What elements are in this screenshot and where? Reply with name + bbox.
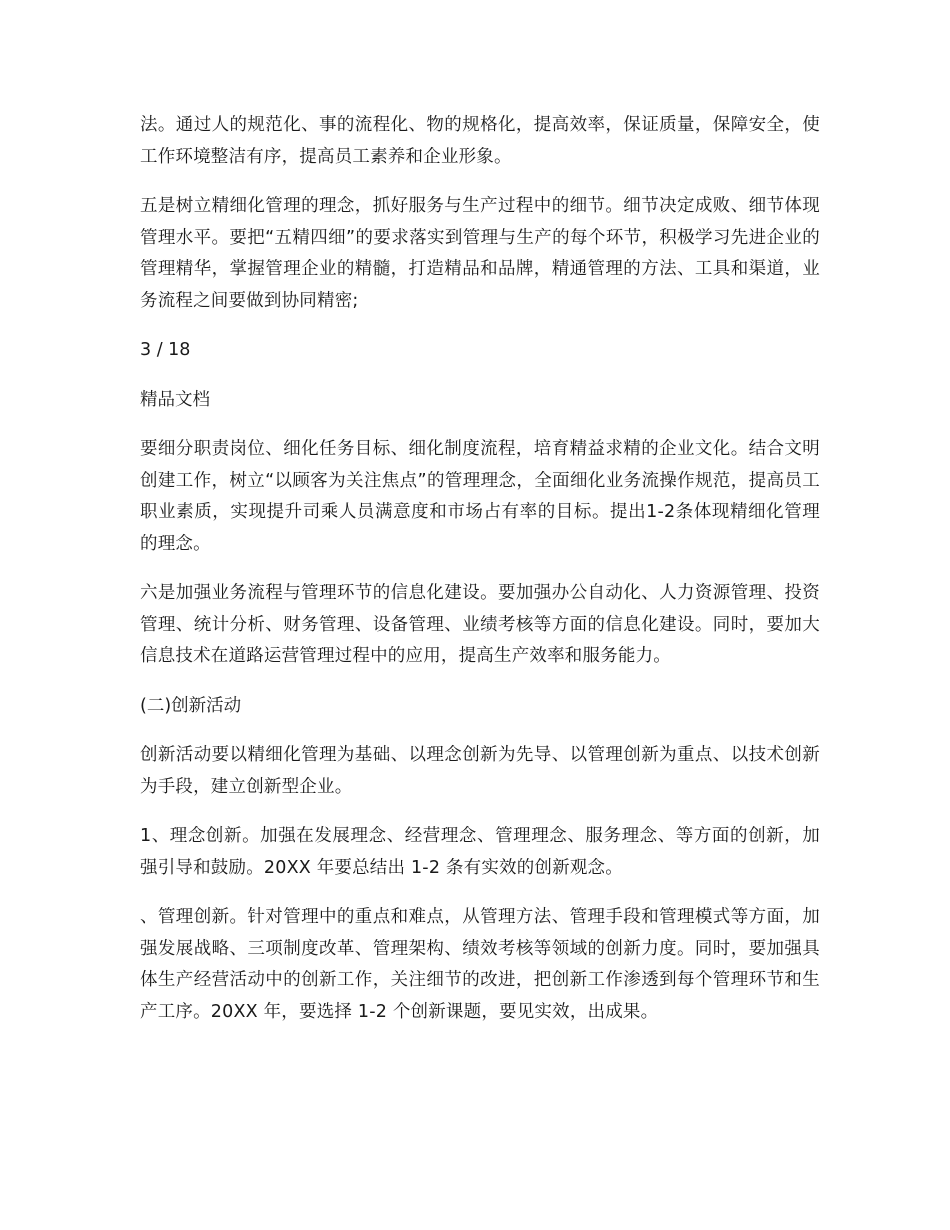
paragraph-management-innovation: 、管理创新。针对管理中的重点和难点，从管理方法、管理手段和管理模式等方面，加强发展战略、三项制度改革、管理架构、绩效考核等领域的创新力度。同时，要加强具体生产经营活动中的创新工作，关注细节的改进，把创新工作渗透到每个管理环节和生产工序。20XX 年，要选择 1-2 个创新课题，要见实效，出成果。 [140,907,820,1022]
paragraph-informatization: 六是加强业务流程与管理环节的信息化建设。要加强办公自动化、人力资源管理、投资管理、统计分析、财务管理、设备管理、业绩考核等方面的信息化建设。同时，要加大信息技术在道路运营管理过程中的应用，提高生产效率和服务能力。 [140,583,820,666]
document-header-label: 精品文档 [140,389,210,410]
page-number: 3 / 18 [140,340,191,360]
paragraph-concept-innovation: 1、理念创新。加强在发展理念、经营理念、管理理念、服务理念、等方面的创新，加强引导和鼓励。20XX 年要总结出 1-2 条有实效的创新观念。 [140,826,820,878]
paragraph-intro-continuation: 法。通过人的规范化、事的流程化、物的规格化，提高效率，保证质量，保障安全，使工作环境整洁有序，提高员工素养和企业形象。 [140,115,820,167]
paragraph-job-responsibilities: 要细分职责岗位、细化任务目标、细化制度流程，培育精益求精的企业文化。结合文明创建工作，树立“以顾客为关注焦点”的管理理念，全面细化业务流操作规范，提高员工职业素质，实现提升司乘人员满意度和市场占有率的目标。提出1-2条体现精细化管理的理念。 [140,439,820,554]
section-heading-innovation: (二)创新活动 [140,695,242,716]
paragraph-refined-management: 五是树立精细化管理的理念，抓好服务与生产过程中的细节。细节决定成败、细节体现管理水平。要把“五精四细”的要求落实到管理与生产的每个环节，积极学习先进企业的管理精华，掌握管理企业的精髓，打造精品和品牌，精通管理的方法、工具和渠道，业务流程之间要做到协同精密; [140,196,820,311]
document-page [140,110,820,1046]
paragraph-innovation-intro: 创新活动要以精细化管理为基础、以理念创新为先导、以管理创新为重点、以技术创新为手段，建立创新型企业。 [140,745,820,797]
